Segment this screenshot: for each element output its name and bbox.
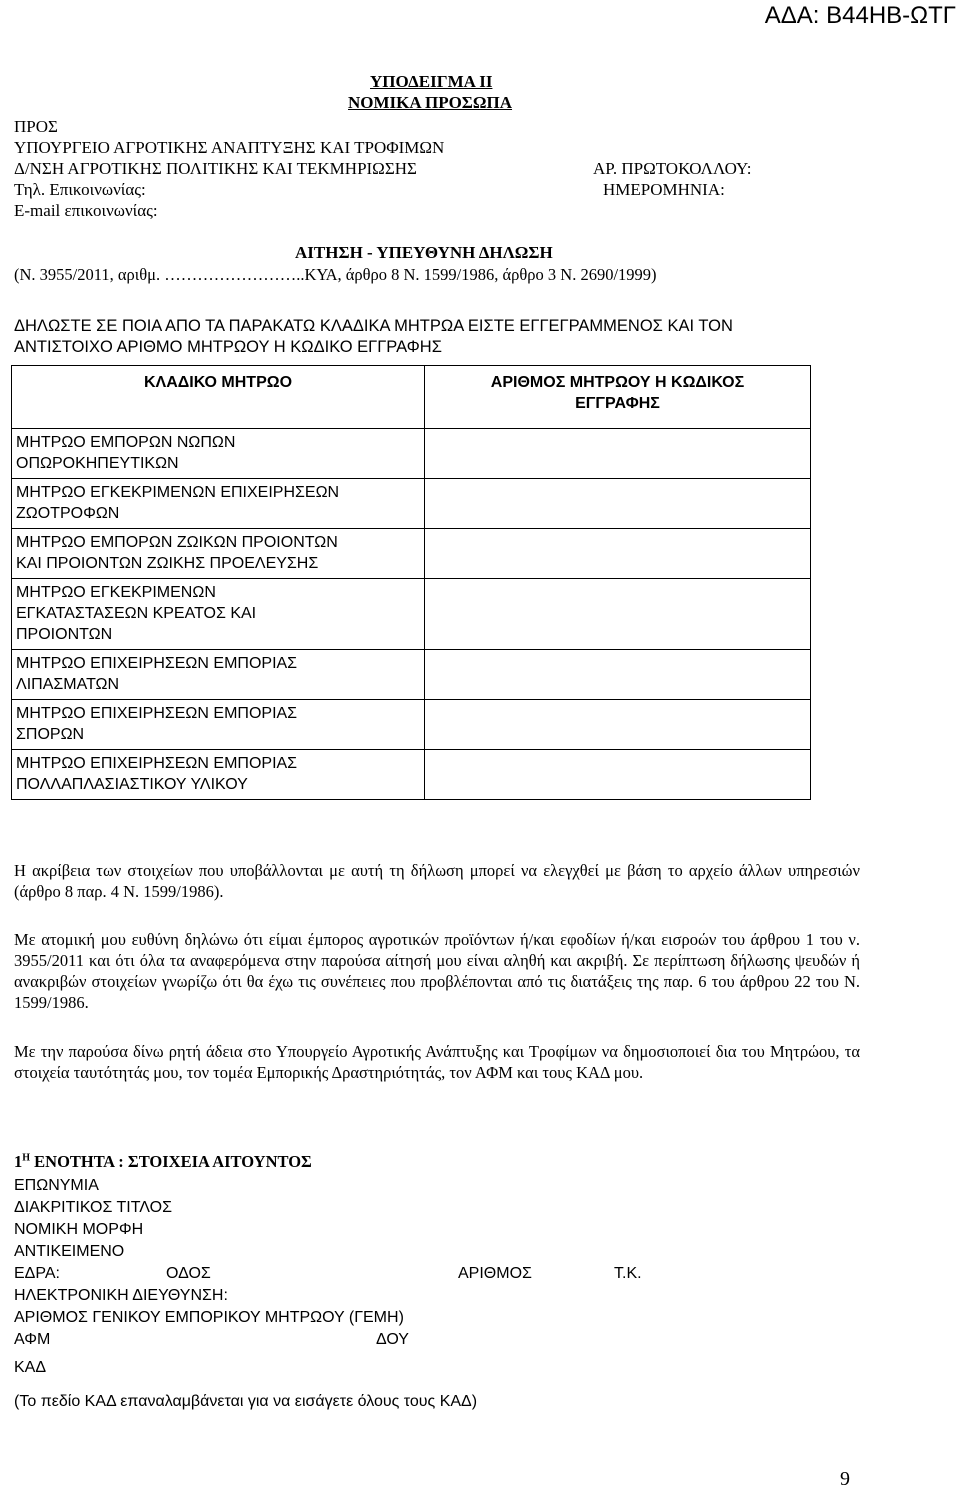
addressee-phone: Τηλ. Επικοινωνίας:	[14, 180, 146, 199]
ada-stamp: ΑΔΑ: Β44ΗΒ-ΩΤΓ	[764, 2, 956, 29]
field-kad-note: (Το πεδίο ΚΑΔ επαναλαμβάνεται για να εισάγετε όλους τους ΚΑΔ)	[14, 1393, 478, 1410]
registry-header-category: ΚΛΑΔΙΚΟ ΜΗΤΡΩΟ	[12, 366, 425, 429]
section1-sup: Η	[22, 1152, 31, 1164]
addressee-to: ΠΡΟΣ	[14, 117, 58, 136]
registry-name-line: ΜΗΤΡΩΟ ΕΜΠΟΡΩΝ ΖΩΙΚΩΝ ΠΡΟΙΟΝΤΩΝ	[16, 534, 338, 551]
registry-table	[11, 365, 811, 800]
field-street[interactable]: ΟΔΟΣ	[166, 1265, 211, 1282]
field-doy[interactable]: ΔΟΥ	[376, 1331, 409, 1348]
registry-name-cell	[12, 650, 425, 700]
registry-name-cell	[12, 750, 425, 800]
table-row	[12, 700, 811, 750]
registry-name-line: ΜΗΤΡΩΟ ΕΜΠΟΡΩΝ ΝΩΠΩΝ	[16, 434, 236, 451]
table-row	[12, 750, 811, 800]
table-row	[12, 650, 811, 700]
responsibility-paragraph: Με ατομική μου ευθύνη δηλώνω ότι είμαι έμπορος αγροτικών προϊόντων ή/και εφοδίων ή/και εισροών του άρθρου 1 του ν. 3955/2011 και ότι όλα τα αναφερόμενα στην παρούσα αίτησή μου είναι αληθή και ακριβή. Σε περίπτωση δήλωσης ψευδών ή ανακριβών στοιχείων γνωρίζω ότι θα έχω τις συνέπειες που προβλέπονται από τις διατάξεις της παρ. 6 του άρθρου 22 του Ν. 1599/1986.	[14, 930, 860, 1012]
registry-name-line: ΜΗΤΡΩΟ ΕΓΚΕΚΡΙΜΕΝΩΝ ΕΠΙΧΕΙΡΗΣΕΩΝ	[16, 484, 340, 501]
registry-name-cell	[12, 479, 425, 529]
table-row	[12, 579, 811, 650]
field-name[interactable]: ΕΠΩΝΥΜΙΑ	[14, 1177, 99, 1194]
section1-title: ΕΝΟΤΗΤΑ : ΣΤΟΙΧΕΙΑ ΑΙΤΟΥΝΤΟΣ	[30, 1152, 312, 1171]
addressee-directorate: Δ/ΝΣΗ ΑΓΡΟΤΙΚΗΣ ΠΟΛΙΤΙΚΗΣ ΚΑΙ ΤΕΚΜΗΡΙΩΣΗΣ	[14, 159, 417, 178]
field-kad[interactable]: ΚΑΔ	[14, 1359, 47, 1376]
registry-number-cell[interactable]	[425, 529, 811, 579]
field-legal-form[interactable]: ΝΟΜΙΚΗ ΜΟΡΦΗ	[14, 1221, 144, 1238]
registry-name-line: ΜΗΤΡΩΟ ΕΠΙΧΕΙΡΗΣΕΩΝ ΕΜΠΟΡΙΑΣ	[16, 705, 298, 722]
table-row	[12, 429, 811, 479]
registry-number-cell[interactable]	[425, 429, 811, 479]
declare-line-1: ΔΗΛΩΣΤΕ ΣΕ ΠΟΙΑ ΑΠΟ ΤΑ ΠΑΡΑΚΑΤΩ ΚΛΑΔΙΚΑ ΜΗΤΡΩΑ ΕΙΣΤΕ ΕΓΓΕΓΡΑΜΜΕΝΟΣ ΚΑΙ ΤΟΝ	[14, 317, 733, 335]
registry-name-line: ΚΑΙ ΠΡΟΙΟΝΤΩΝ ΖΩΙΚΗΣ ΠΡΟΕΛΕΥΣΗΣ	[16, 555, 319, 572]
addressee-email: E-mail επικοινωνίας:	[14, 201, 158, 220]
declare-instruction	[14, 316, 733, 358]
field-postcode[interactable]: Τ.Κ.	[614, 1265, 642, 1282]
field-object[interactable]: ΑΝΤΙΚΕΙΜΕΝΟ	[14, 1243, 125, 1260]
field-number[interactable]: ΑΡΙΘΜΟΣ	[458, 1265, 532, 1282]
registry-name-line: ΜΗΤΡΩΟ ΕΓΚΕΚΡΙΜΕΝΩΝ	[16, 584, 216, 601]
registry-name-cell	[12, 529, 425, 579]
table-row	[12, 479, 811, 529]
registry-name-line: ΣΠΟΡΩΝ	[16, 726, 85, 743]
section1-heading	[14, 1152, 312, 1172]
registry-name-cell	[12, 579, 425, 650]
registry-number-cell[interactable]	[425, 750, 811, 800]
registry-header-number: ΑΡΙΘΜΟΣ ΜΗΤΡΩΟΥ Η ΚΩΔΙΚΟΣ ΕΓΓΡΑΦΗΣ	[425, 366, 811, 429]
registry-name-line: ΕΓΚΑΤΑΣΤΑΣΕΩΝ ΚΡΕΑΤΟΣ ΚΑΙ	[16, 605, 257, 622]
field-afm-row	[14, 1329, 477, 1351]
protocol-number-label: ΑΡ. ΠΡΩΤΟΚΟΛΛΟΥ:	[593, 159, 752, 178]
protocol-date-label: ΗΜΕΡΟΜΗΝΙΑ:	[603, 180, 725, 199]
field-seat[interactable]: ΕΔΡΑ:	[14, 1265, 60, 1282]
accuracy-paragraph: Η ακρίβεια των στοιχείων που υποβάλλονται με αυτή τη δήλωση μπορεί να ελεγχθεί με βάση το αρχείο άλλων υπηρεσιών (άρθρο 8 παρ. 4 Ν. 1599/1986).	[14, 861, 860, 901]
field-afm[interactable]: ΑΦΜ	[14, 1331, 51, 1348]
registry-header-row	[12, 366, 811, 429]
sample-title: ΥΠΟΔΕΙΓΜΑ ΙΙ	[370, 72, 493, 91]
field-distinctive-title[interactable]: ΔΙΑΚΡΙΤΙΚΟΣ ΤΙΤΛΟΣ	[14, 1199, 172, 1216]
registry-name-line: ΜΗΤΡΩΟ ΕΠΙΧΕΙΡΗΣΕΩΝ ΕΜΠΟΡΙΑΣ	[16, 655, 298, 672]
registry-name-line: ΠΡΟΙΟΝΤΩΝ	[16, 626, 113, 643]
page-number: 9	[840, 1468, 850, 1490]
registry-name-line: ΠΟΛΛΑΠΛΑΣΙΑΣΤΙΚΟΥ ΥΛΙΚΟΥ	[16, 776, 248, 793]
registry-name-line: ΟΠΩΡΟΚΗΠΕΥΤΙΚΩΝ	[16, 455, 179, 472]
consent-paragraph: Με την παρούσα δίνω ρητή άδεια στο Υπουργείο Αγροτικής Ανάπτυξης και Τροφίμων να δημοσιοποιεί δια του Μητρώου, τα στοιχεία ταυτότητάς μου, τον τομέα Εμπορικής Δραστηριότητάς, τον ΑΦΜ και τους ΚΑΔ μου.	[14, 1042, 860, 1082]
application-title: ΑΙΤΗΣΗ - ΥΠΕΥΘΥΝΗ ΔΗΛΩΣΗ	[295, 243, 553, 262]
sample-subtitle: ΝΟΜΙΚΑ ΠΡΟΣΩΠΑ	[348, 93, 513, 112]
addressee-ministry: ΥΠΟΥΡΓΕΙΟ ΑΓΡΟΤΙΚΗΣ ΑΝΑΠΤΥΞΗΣ ΚΑΙ ΤΡΟΦΙΜΩΝ	[14, 138, 445, 157]
field-email[interactable]: ΗΛΕΚΤΡΟΝΙΚΗ ΔΙΕΥΘΥΝΣΗ:	[14, 1287, 228, 1304]
section1-number: 1	[14, 1152, 23, 1171]
field-gemi[interactable]: ΑΡΙΘΜΟΣ ΓΕΝΙΚΟΥ ΕΜΠΟΡΙΚΟΥ ΜΗΤΡΩΟΥ (ΓΕΜΗ)	[14, 1309, 404, 1326]
registry-name-line: ΜΗΤΡΩΟ ΕΠΙΧΕΙΡΗΣΕΩΝ ΕΜΠΟΡΙΑΣ	[16, 755, 298, 772]
registry-number-cell[interactable]	[425, 579, 811, 650]
field-seat-row	[14, 1263, 642, 1285]
registry-name-line: ΖΩΟΤΡΟΦΩΝ	[16, 505, 120, 522]
registry-number-cell[interactable]	[425, 650, 811, 700]
declare-line-2: ΑΝΤΙΣΤΟΙΧΟ ΑΡΙΘΜΟ ΜΗΤΡΩΟΥ Η ΚΩΔΙΚΟ ΕΓΓΡΑΦΗΣ	[14, 338, 442, 356]
registry-number-cell[interactable]	[425, 479, 811, 529]
registry-name-cell	[12, 429, 425, 479]
applicant-fields	[14, 1175, 642, 1413]
registry-name-cell	[12, 700, 425, 750]
registry-number-cell[interactable]	[425, 700, 811, 750]
table-row	[12, 529, 811, 579]
law-reference: (Ν. 3955/2011, αριθμ. ……………………..ΚΥΑ, άρθρο 8 Ν. 1599/1986, άρθρο 3 Ν. 2690/1999)	[14, 265, 657, 284]
addressee-block	[14, 116, 444, 221]
registry-name-line: ΛΙΠΑΣΜΑΤΩΝ	[16, 676, 120, 693]
